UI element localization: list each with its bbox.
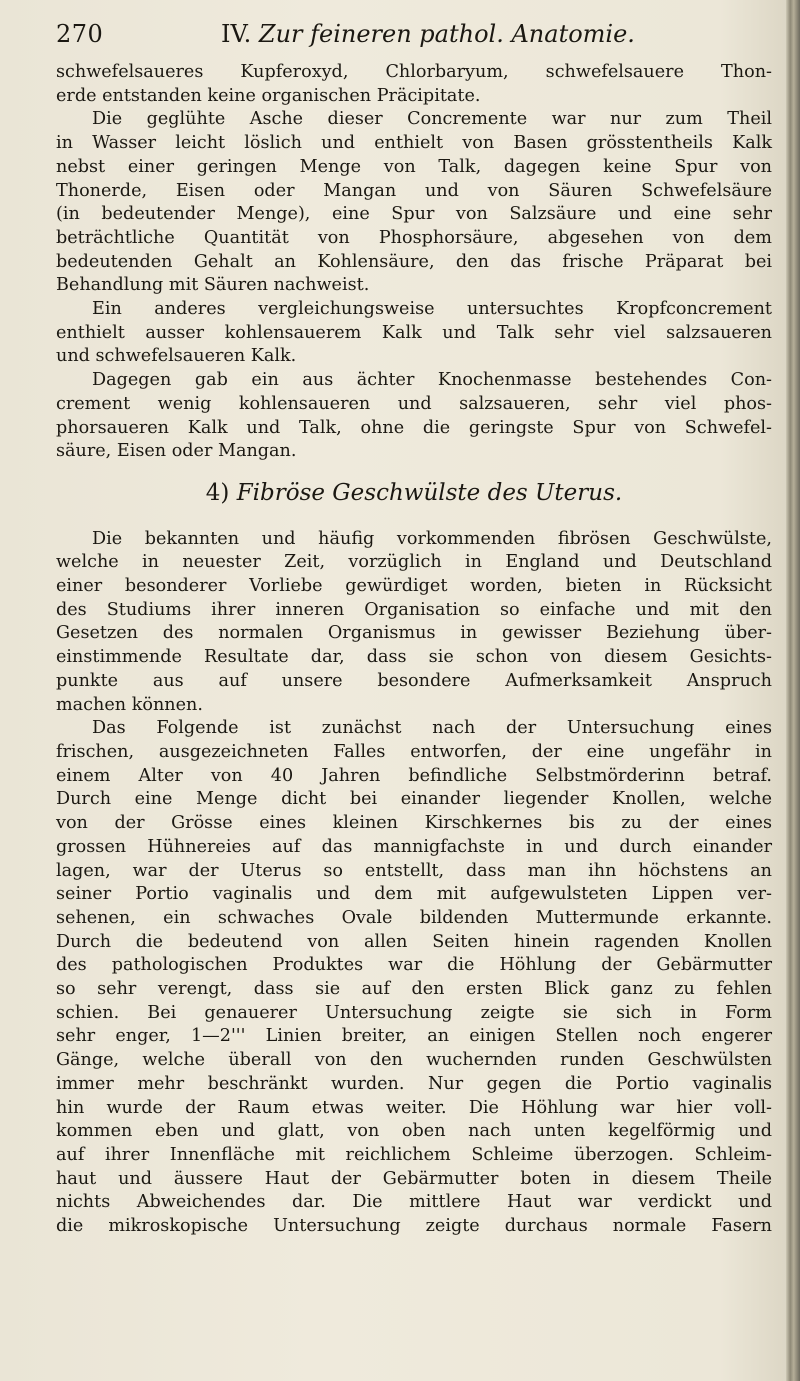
section-number: 4) xyxy=(205,479,230,506)
paragraph-3 xyxy=(56,298,772,369)
text-line: bedeutenden Gehalt an Kohlensäure, den das frische Präparat bei xyxy=(56,251,772,272)
text-line: einer besonderer Vorliebe gewürdiget worden, bieten in Rücksicht xyxy=(56,576,772,597)
section-heading xyxy=(56,479,772,506)
text-line: von der Grösse eines kleinen Kirschkernes bis zu der eines xyxy=(56,813,772,834)
text-line: einstimmende Resultate dar, dass sie schon von diesem Gesichts- xyxy=(56,647,772,668)
section-title: Fibröse Geschwülste des Uterus. xyxy=(236,479,623,506)
paragraph-5 xyxy=(56,528,772,718)
text-line: Das Folgende ist zunächst nach der Untersuchung eines xyxy=(92,718,772,739)
body-text xyxy=(56,61,772,1239)
text-line: grossen Hühnereies auf das mannigfachste in und durch einander xyxy=(56,836,772,857)
text-line: lagen, war der Uterus so entstellt, dass man ihn höchstens an xyxy=(56,860,772,881)
paragraph-2 xyxy=(56,108,772,298)
text-line: einem Alter von 40 Jahren befindliche Selbstmörderinn betraf. xyxy=(56,765,772,786)
text-line: säure, Eisen oder Mangan. xyxy=(56,441,297,462)
text-line: seiner Portio vaginalis und dem mit aufgewulsteten Lippen ver- xyxy=(56,884,772,905)
text-line: auf ihrer Innenfläche mit reichlichem Schleime überzogen. Schleim- xyxy=(56,1144,772,1165)
text-line: Durch die bedeutend von allen Seiten hinein ragenden Knollen xyxy=(56,931,772,952)
text-line: des Studiums ihrer inneren Organisation so einfache und mit den xyxy=(56,599,772,620)
text-line: nichts Abweichendes dar. Die mittlere Haut war verdickt und xyxy=(56,1192,772,1213)
page-number: 270 xyxy=(56,20,104,48)
text-line: die mikroskopische Untersuchung zeigte durchaus normale Fasern xyxy=(56,1216,772,1237)
text-line: Durch eine Menge dicht bei einander liegender Knollen, welche xyxy=(56,789,772,810)
text-line: Gänge, welche überall von den wuchernden runden Geschwülsten xyxy=(56,1050,772,1071)
text-line: crement wenig kohlensaueren und salzsaueren, sehr viel phos- xyxy=(56,393,772,414)
text-line: welche in neuester Zeit, vorzüglich in England und Deutschland xyxy=(56,552,772,573)
running-header xyxy=(56,20,756,56)
text-line: schien. Bei genauerer Untersuchung zeigte sie sich in Form xyxy=(56,1002,772,1023)
text-line: phorsaueren Kalk und Talk, ohne die geringste Spur von Schwefel- xyxy=(56,417,772,438)
text-line: (in bedeutender Menge), eine Spur von Salzsäure und eine sehr xyxy=(56,204,772,225)
text-line: Gesetzen des normalen Organismus in gewisser Beziehung über- xyxy=(56,623,772,644)
text-line: punkte aus auf unsere besondere Aufmerksamkeit Anspruch xyxy=(56,670,772,691)
text-line: kommen eben und glatt, von oben nach unten kegelförmig und xyxy=(56,1121,772,1142)
text-line: und schwefelsaueren Kalk. xyxy=(56,346,297,367)
text-line: frischen, ausgezeichneten Falles entworfen, der eine ungefähr in xyxy=(56,741,772,762)
page-edge xyxy=(786,0,800,1381)
text-line: Die bekannten und häufig vorkommenden fibrösen Geschwülste, xyxy=(92,528,772,549)
paragraph-4 xyxy=(56,369,772,464)
text-line: sehenen, ein schwaches Ovale bildenden Muttermunde erkannte. xyxy=(56,907,772,928)
text-line: beträchtliche Quantität von Phosphorsäure, abgesehen von dem xyxy=(56,227,772,248)
paragraph-1 xyxy=(56,61,772,108)
text-line: Behandlung mit Säuren nachweist. xyxy=(56,275,370,296)
text-line: machen können. xyxy=(56,694,203,715)
text-line: des pathologischen Produktes war die Höhlung der Gebärmutter xyxy=(56,955,772,976)
text-line: nebst einer geringen Menge von Talk, dagegen keine Spur von xyxy=(56,156,772,177)
text-line: Ein anderes vergleichungsweise untersuchtes Kropfconcrement xyxy=(92,299,772,320)
text-line: erde entstanden keine organischen Präcipitate. xyxy=(56,85,481,106)
text-line: enthielt ausser kohlensauerem Kalk und Talk sehr viel salzsaueren xyxy=(56,322,772,343)
text-line: schwefelsaueres Kupferoxyd, Chlorbaryum, schwefelsauere Thon- xyxy=(56,62,772,82)
chapter-number: IV. xyxy=(221,20,252,48)
text-line: Die geglühte Asche dieser Concremente war nur zum Theil xyxy=(92,109,772,130)
chapter-title: Zur feineren pathol. Anatomie. xyxy=(258,20,635,48)
text-line: in Wasser leicht löslich und enthielt von Basen grösstentheils Kalk xyxy=(56,133,772,154)
text-line: Dagegen gab ein aus ächter Knochenmasse bestehendes Con- xyxy=(92,370,772,391)
text-line: immer mehr beschränkt wurden. Nur gegen die Portio vaginalis xyxy=(56,1073,772,1094)
text-line: hin wurde der Raum etwas weiter. Die Höhlung war hier voll- xyxy=(56,1097,772,1118)
text-line: sehr enger, 1—2''' Linien breiter, an einigen Stellen noch engerer xyxy=(56,1026,772,1047)
paragraph-6 xyxy=(56,717,772,1238)
running-title xyxy=(221,20,635,48)
text-line: haut und äussere Haut der Gebärmutter boten in diesem Theile xyxy=(56,1168,772,1189)
text-line: Thonerde, Eisen oder Mangan und von Säuren Schwefelsäure xyxy=(56,180,772,201)
text-line: so sehr verengt, dass sie auf den ersten Blick ganz zu fehlen xyxy=(56,979,772,1000)
